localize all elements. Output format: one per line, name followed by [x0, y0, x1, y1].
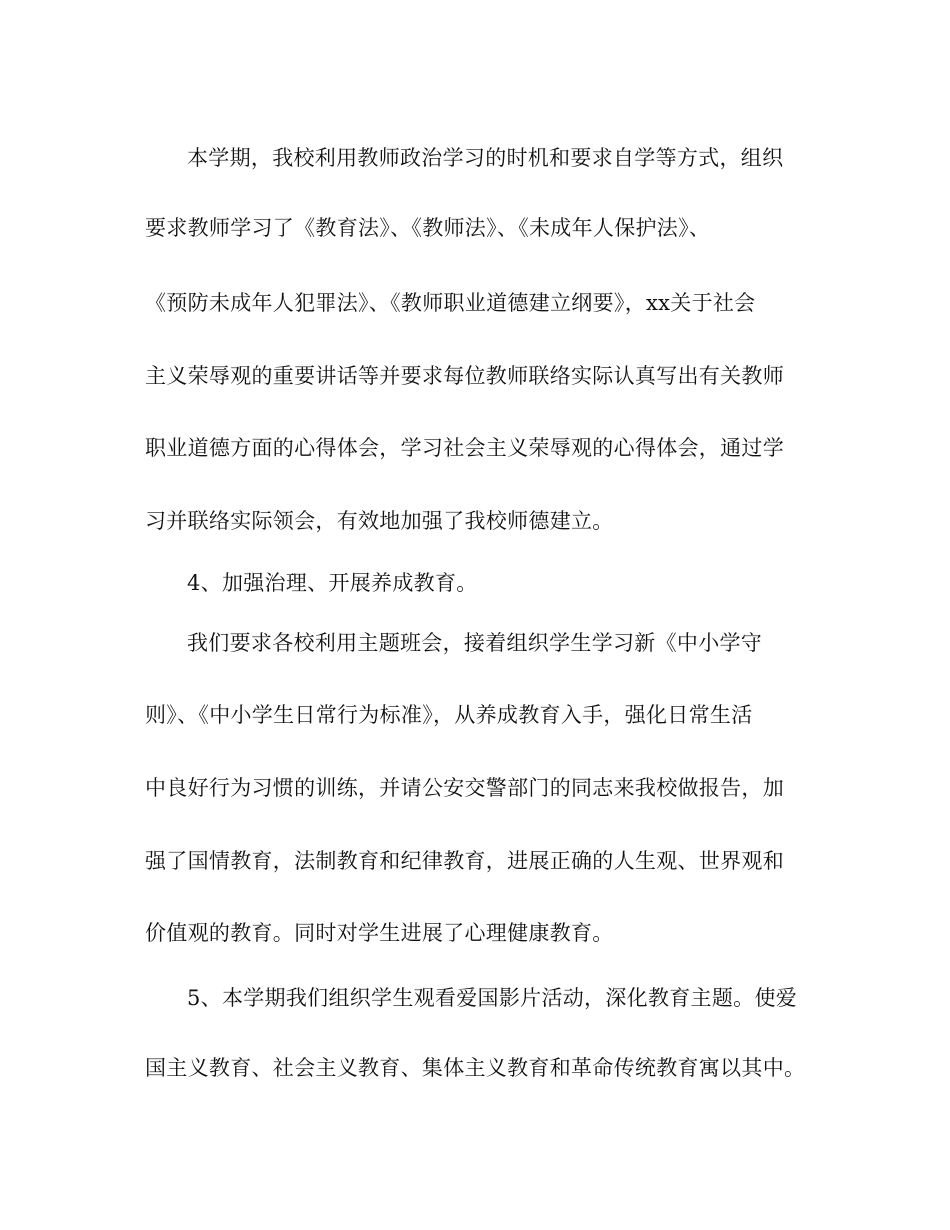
- paragraph-line: 《预防未成年人犯罪法》、《教师职业道德建立纲要》，xx关于社会: [145, 291, 756, 315]
- paragraph-line: 要求教师学习了《教育法》、《教师法》、《未成年人保护法》、: [145, 216, 711, 240]
- paragraph-line: 主义荣辱观的重要讲话等并要求每位教师联络实际认真写出有关教师: [145, 364, 784, 388]
- list-item-heading: 5、本学期我们组织学生观看爱国影片活动，深化教育主题。使爱: [187, 986, 798, 1010]
- paragraph-line: 价值观的教育。同时对学生进展了心理健康教育。: [145, 921, 614, 945]
- paragraph-line: 本学期，我校利用教师政治学习的时机和要求自学等方式，组织: [187, 146, 784, 170]
- paragraph-line: 习并联络实际领会，有效地加强了我校师德建立。: [145, 509, 614, 533]
- paragraph-line: 强了国情教育，法制教育和纪律教育，进展正确的人生观、世界观和: [145, 849, 784, 873]
- paragraph-line: 则》、《中小学生日常行为标准》，从养成教育入手，强化日常生活: [145, 703, 753, 727]
- paragraph-line: 国主义教育、社会主义教育、集体主义教育和革命传统教育寓以其中。: [145, 1056, 806, 1080]
- list-item-heading: 4、加强治理、开展养成教育。: [187, 571, 478, 595]
- paragraph-line: 中良好行为习惯的训练，并请公安交警部门的同志来我校做报告，加: [145, 776, 784, 800]
- paragraph-line: 职业道德方面的心得体会，学习社会主义荣辱观的心得体会，通过学: [145, 436, 784, 460]
- paragraph-line: 我们要求各校利用主题班会，接着组织学生学习新《中小学守: [187, 631, 763, 655]
